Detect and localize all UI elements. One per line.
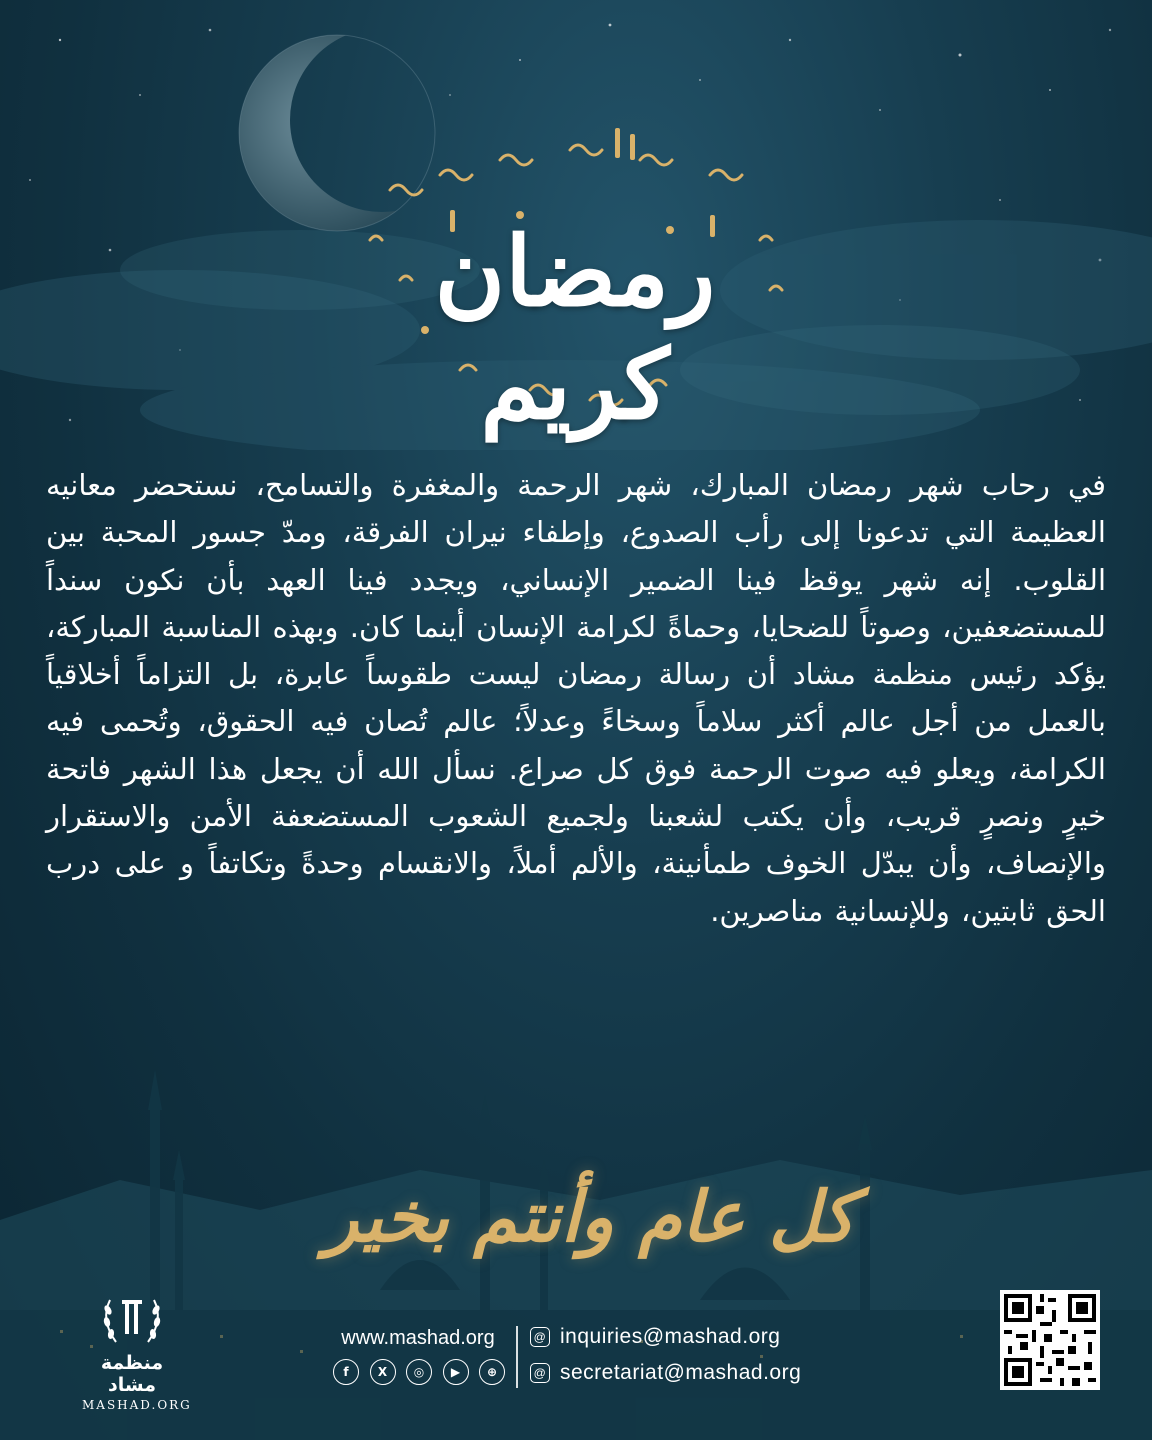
email-inquiries-row[interactable] <box>530 1325 780 1349</box>
laurel-emblem-icon <box>96 1290 168 1350</box>
globe-icon[interactable]: ⊕ <box>479 1359 505 1385</box>
eid-greeting-calligraphy: كل عام وأنتم بخير <box>324 1175 856 1258</box>
email-secretariat-row[interactable] <box>530 1361 801 1385</box>
email-icon: @ <box>530 1363 550 1383</box>
footer-divider <box>516 1326 518 1388</box>
ramadan-kareem-title: رمضان كريم <box>434 215 716 441</box>
organization-name-arabic: منظمة مشاد <box>100 1352 164 1396</box>
youtube-icon[interactable]: ▶ <box>443 1359 469 1385</box>
facebook-icon[interactable]: f <box>333 1359 359 1385</box>
qr-code[interactable] <box>1000 1290 1100 1390</box>
mashad-logo <box>82 1290 192 1412</box>
email-inquiries[interactable]: inquiries@mashad.org <box>560 1325 781 1348</box>
organization-name-english: MASHAD.ORG <box>82 1398 192 1412</box>
email-icon: @ <box>530 1327 550 1347</box>
instagram-icon[interactable]: ◎ <box>406 1359 432 1385</box>
ramadan-message-paragraph: في رحاب شهر رمضان المبارك، شهر الرحمة والمغفرة والتسامح، نستحضر معانيه العظيمة التي تدعونا إلى رأب الصدوع، وإطفاء نيران الفرقة، ومدّ جسور المحبة بين القلوب. إنه شهر يوقظ فينا الضمير الإنساني، ويجدد فينا العهد بأن نكون سنداً للمستضعفين، وصوتاً للضحايا، وحماةً لكرامة الإنسان أينما كان. وبهذه المناسبة المباركة، يؤكد رئيس منظمة مشاد أن رسالة رمضان ليست طقوساً عابرة، بل التزاماً أخلاقياً بالعمل من أجل عالم أكثر سلاماً وسخاءً وعدلاً؛ عالم تُصان فيه الحقوق، وتُحمى فيه الكرامة، ويعلو فيه صوت الرحمة فوق كل صراع. نسأل الله أن يجعل هذا الشهر فاتحة خيرٍ ونصرٍ قريب، وأن يكتب لشعبنا ولجميع الشعوب المستضعفة الأمن والاستقرار والإنصاف، وأن يبدّل الخوف طمأنينة، والألم أملاً، والانقسام وحدةً وتكاتفاً و على درب الحق ثابتين، وللإنسانية مناصرين. <box>46 468 1106 928</box>
website-link[interactable]: www.mashad.org <box>341 1327 495 1349</box>
email-secretariat[interactable]: secretariat@mashad.org <box>560 1361 802 1384</box>
x-icon[interactable]: X <box>370 1359 396 1385</box>
social-links <box>333 1359 505 1385</box>
